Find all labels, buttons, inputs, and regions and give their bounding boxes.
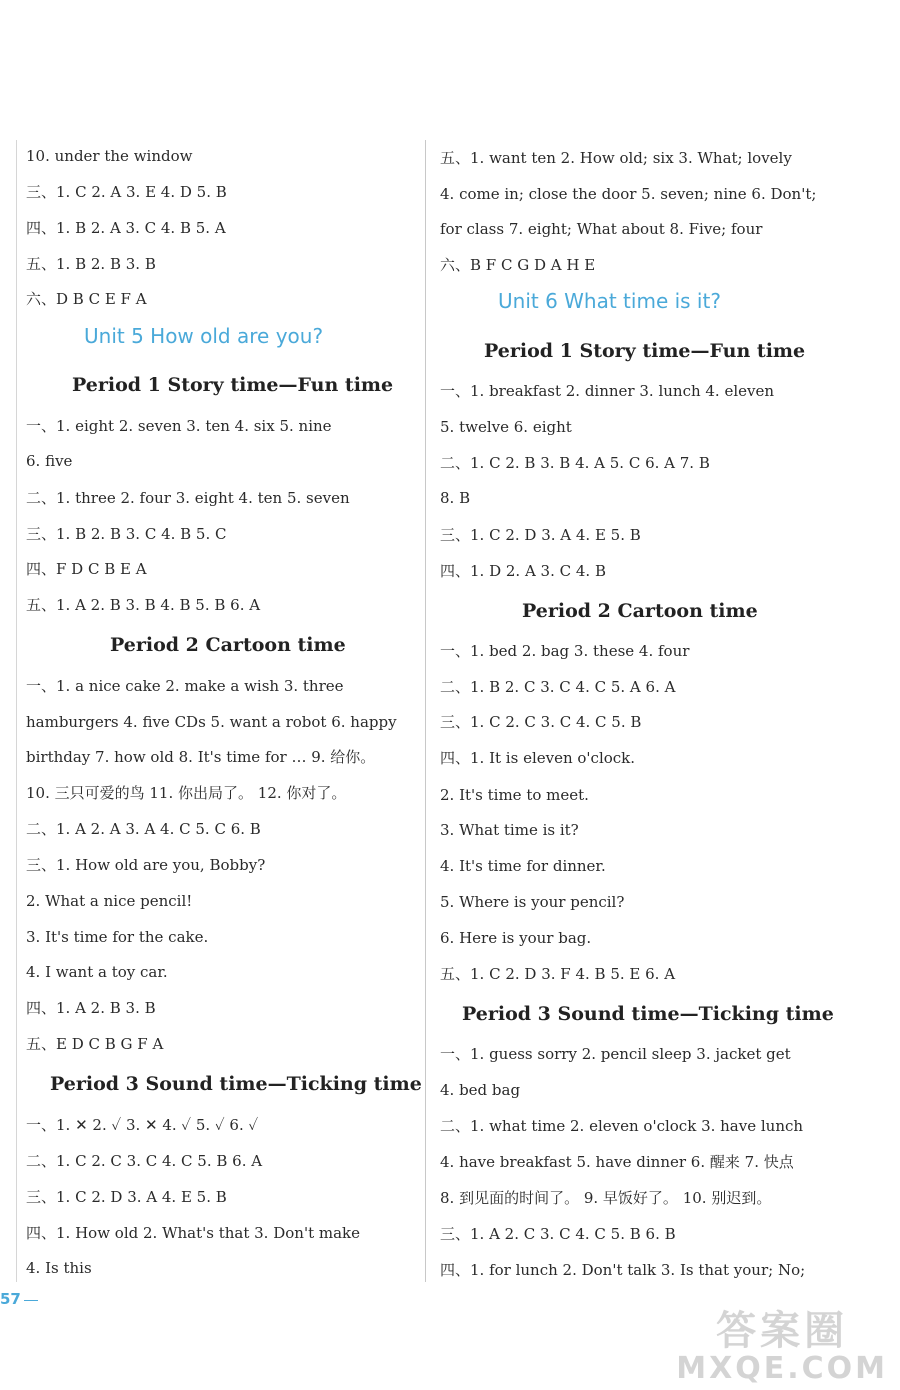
answer-line: 四、F D C B E A [26, 560, 147, 578]
answer-line: 2. It's time to meet. [440, 786, 589, 804]
answer-line: 一、1. bed 2. bag 3. these 4. four [440, 642, 690, 660]
answer-line: 8. B [440, 489, 471, 507]
answer-line: 二、1. B 2. C 3. C 4. C 5. A 6. A [440, 678, 676, 696]
answer-line: 6. Here is your bag. [440, 929, 592, 947]
answer-line: 2. What a nice pencil! [26, 892, 193, 910]
answer-line: 五、1. A 2. B 3. B 4. B 5. B 6. A [26, 596, 261, 614]
answer-line: 二、1. three 2. four 3. eight 4. ten 5. seven [26, 489, 350, 507]
period-title: Period 3 Sound time—Ticking time [462, 1003, 834, 1025]
answer-line: 10. 三只可爱的鸟 11. 你出局了。 12. 你对了。 [26, 784, 347, 802]
answer-line: 一、1. ✕ 2. ✓ 3. ✕ 4. ✓ 5. ✓ 6. ✓ [26, 1116, 259, 1134]
answer-line: 五、E D C B G F A [26, 1035, 164, 1053]
answer-line: 10. under the window [26, 147, 193, 165]
answer-line: 5. Where is your pencil? [440, 893, 625, 911]
answer-line: 二、1. C 2. C 3. C 4. C 5. B 6. A [26, 1152, 263, 1170]
answer-line: 四、1. It is eleven o'clock. [440, 749, 636, 767]
answer-line: 四、1. How old 2. What's that 3. Don't make [26, 1224, 360, 1242]
answer-line: birthday 7. how old 8. It's time for … 9. 给你。 [26, 748, 376, 766]
answer-line: 三、1. B 2. B 3. C 4. B 5. C [26, 525, 227, 543]
answer-line: 一、1. eight 2. seven 3. ten 4. six 5. nine [26, 417, 332, 435]
answer-line: 8. 到见面的时间了。 9. 早饭好了。 10. 别迟到。 [440, 1189, 772, 1207]
answer-line: 一、1. guess sorry 2. pencil sleep 3. jacket get [440, 1045, 791, 1063]
left-margin-rule [16, 140, 17, 1282]
watermark-url: MXQE.COM [676, 1351, 888, 1386]
column-divider [425, 140, 426, 1282]
answer-line: for class 7. eight; What about 8. Five; four [440, 220, 763, 238]
answer-line: 六、D B C E F A [26, 290, 147, 308]
answer-line: 3. It's time for the cake. [26, 928, 209, 946]
answer-line: 二、1. A 2. A 3. A 4. C 5. C 6. B [26, 820, 261, 838]
period-title: Period 1 Story time—Fun time [484, 340, 806, 362]
answer-line: 4. Is this [26, 1259, 92, 1277]
answer-line: 六、B F C G D A H E [440, 256, 596, 274]
watermark [676, 1308, 888, 1384]
answer-line: 五、1. C 2. D 3. F 4. B 5. E 6. A [440, 965, 676, 983]
answer-line: 三、1. A 2. C 3. C 4. C 5. B 6. B [440, 1225, 676, 1243]
answer-line: 四、1. D 2. A 3. C 4. B [440, 562, 606, 580]
period-title: Period 3 Sound time—Ticking time [50, 1073, 422, 1095]
answer-line: 四、1. A 2. B 3. B [26, 999, 156, 1017]
answer-line: 三、1. C 2. D 3. A 4. E 5. B [440, 526, 641, 544]
answer-line: 4. bed bag [440, 1081, 521, 1099]
answer-line: 三、1. C 2. D 3. A 4. E 5. B [26, 1188, 227, 1206]
answer-line: 4. have breakfast 5. have dinner 6. 醒来 7. 快点 [440, 1153, 794, 1171]
answer-line: 三、1. C 2. C 3. C 4. C 5. B [440, 713, 642, 731]
answer-line: 4. come in; close the door 5. seven; nine 6. Don't; [440, 185, 817, 203]
page-number-dash [24, 1300, 38, 1301]
answer-line: hamburgers 4. five CDs 5. want a robot 6. happy [26, 713, 397, 731]
answer-line: 3. What time is it? [440, 821, 579, 839]
answer-line: 一、1. a nice cake 2. make a wish 3. three [26, 677, 344, 695]
answer-line: 五、1. B 2. B 3. B [26, 255, 156, 273]
answer-line: 三、1. How old are you, Bobby? [26, 856, 266, 874]
answer-line: 五、1. want ten 2. How old; six 3. What; lovely [440, 149, 792, 167]
answer-line: 5. twelve 6. eight [440, 418, 572, 436]
unit5-title: Unit 5 How old are you? [84, 324, 324, 348]
answer-line: 4. It's time for dinner. [440, 857, 606, 875]
page-number: 57 [0, 1290, 21, 1308]
period-title: Period 2 Cartoon time [110, 634, 346, 656]
answer-line: 二、1. what time 2. eleven o'clock 3. have lunch [440, 1117, 804, 1135]
answer-line: 三、1. C 2. A 3. E 4. D 5. B [26, 183, 227, 201]
period-title: Period 2 Cartoon time [522, 600, 758, 622]
unit6-title: Unit 6 What time is it? [498, 289, 721, 313]
answer-line: 四、1. B 2. A 3. C 4. B 5. A [26, 219, 226, 237]
answer-line: 4. I want a toy car. [26, 963, 168, 981]
answer-line: 二、1. C 2. B 3. B 4. A 5. C 6. A 7. B [440, 454, 710, 472]
answer-line: 一、1. breakfast 2. dinner 3. lunch 4. eleven [440, 382, 775, 400]
answer-line: 四、1. for lunch 2. Don't talk 3. Is that your; No; [440, 1261, 806, 1279]
answer-line: 6. five [26, 452, 73, 470]
watermark-logo-text: 答案圈 [716, 1308, 849, 1354]
period-title: Period 1 Story time—Fun time [72, 374, 394, 396]
